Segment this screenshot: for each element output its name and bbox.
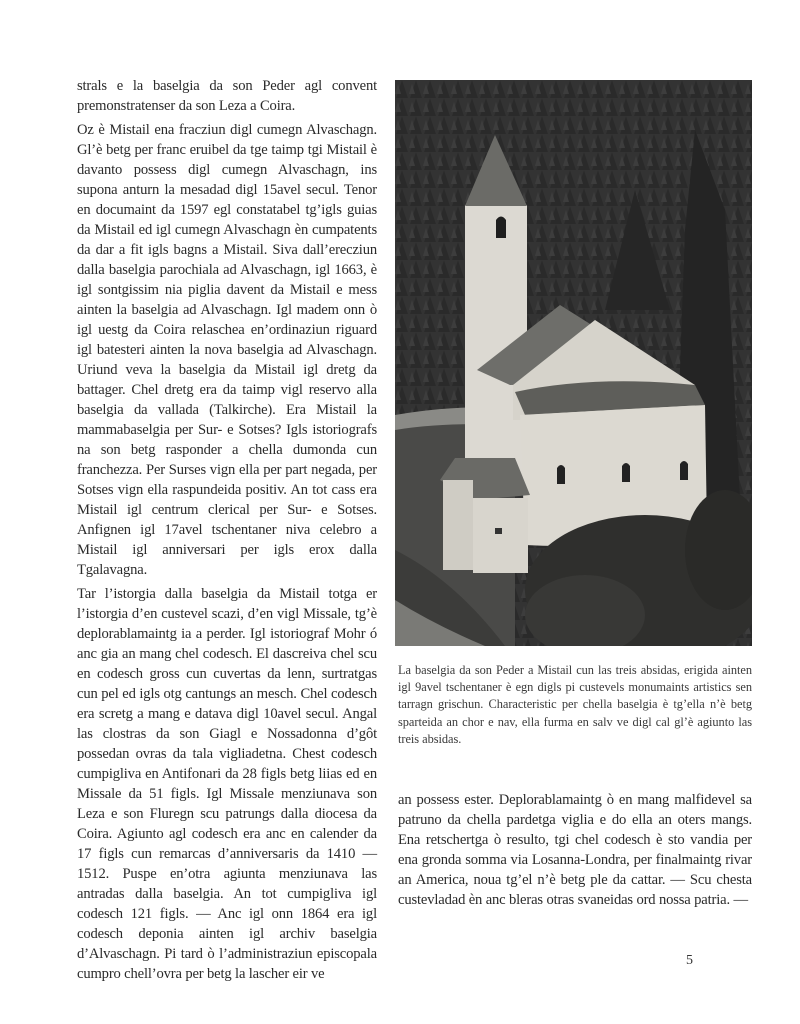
right-text-column <box>398 790 752 910</box>
left-text-column <box>77 76 377 988</box>
paragraph-intro-continuation: strals e la baselgia da son Peder agl convent premonstratenser da son Leza a Coira. <box>77 78 377 114</box>
paragraph-missale-fate: an possess ester. Deplorablamaintg ò en mang malfidevel sa patruno da chella pardetga viglia e do ella an oters mangs. Ena retschertga ò resulto, tgi chel codesch è sto vandia per ena gronda somma via Losanna-Londra, per finalmaintg rivar an America, noua tg’el n’è betg ple da cattar. — Scu chesta custevladad èn anc bleras otras svaneidas ord nossa patria. — <box>398 792 752 908</box>
church-illustration <box>395 80 752 646</box>
paragraph-missale-history: Tar l’istorgia dalla baselgia da Mistail totga er l’istorgia d’en custevel scazi, d’en vigl Missale, tg’è deplorablamaintg ia a perder. Igl istoriograf Mohr ó anc gia an mang chel codesch. El dascreiva chel scu en codesch gross cun cuvertas da lenn, surtratgas cun pel ed igls otg cantungs an mesch. Chel codesch era scretg a mang e datava digl 10avel secul. Angal las clostras da son Giagl e Nossadonna d’gôt possedan ovras da tala vigliadetna. Chest codesch cumpigliva en Antifonari da 28 figls betg liias ed en Missale da 51 figls. Igl Missale menziunava son Leza e son Fluregn scu patrungs dalla diocesa da Coira. Agiunto agl codesch era anc en calender da 17 figls cun remarcas d’anniversaris da 1410 — 1512. Puspe en’otra agiunta menziunava las antradas dalla baselgia. An tot cumpigliva igl codesch 121 figls. — Anc igl onn 1864 era igl codesch deponia ainten igl archiv baselgia d’Alvaschagn. Pi tard ò l’administraziun episcopala cumpro chell’ovra per betg la lascher eir ve <box>77 586 377 982</box>
photo-caption: La baselgia da son Peder a Mistail cun las treis absidas, erigida ainten igl 9avel tschentaner è egn digls pi custevels monumaints artistics sen tarragn grischun. Characteristic per chella baselgia è tg’ella n’è betg sparteida an chor e nav, ella furma en salv ve digl cal gl’è agiunto las treis absidas. <box>398 663 752 746</box>
paragraph-mistail-history: Oz è Mistail ena fracziun digl cumegn Alvaschagn. Gl’è betg per franc eruibel da tge taimp tgi Mistail è davanto possess digl cumegn Alvaschagn, ins supona anturn la mesadad digl 15avel secul. Tenor en documaint da 1597 egl constatabel tg’igls guias da Mistail ed igl cumegn Alvaschagn èn cumpatents da dar a fit igls bagns a Mistail. Siva dall’erecziun dalla baselgia parochiala ad Alvaschagn, igl 1663, è igl sontgissim nia piglia davent da Mistail e mess ainten la baselgia ad Alvaschagn. Igl madem onn ò igl uestg da Coira relaschea en’ordinaziun riguard igl batesteri ainten la nova baselgia ad Alvaschagn. Uriund veva la baselgia da Mistail igl dretg da battager. Chel dretg era da taimp vigl reservo alla baselgia da vallada (Talkirche). Era Mistail la mammabaselgia per Sur- e Sotses? Igls istoriografs na son betg rasponder a chella dumonda cun franchezza. Per Surses vign ella per part negada, per Sotses vign ella raspundeida positiv. An tot cass era Mistail igl centrum clerical per Sur- e Sotses. Anfignen igl 17avel tschentaner niva celebro a Mistail igl anniversari per igls erox dalla Tgalavagna. <box>77 122 377 578</box>
page-number: 5 <box>686 953 693 968</box>
church-photo <box>395 80 752 646</box>
